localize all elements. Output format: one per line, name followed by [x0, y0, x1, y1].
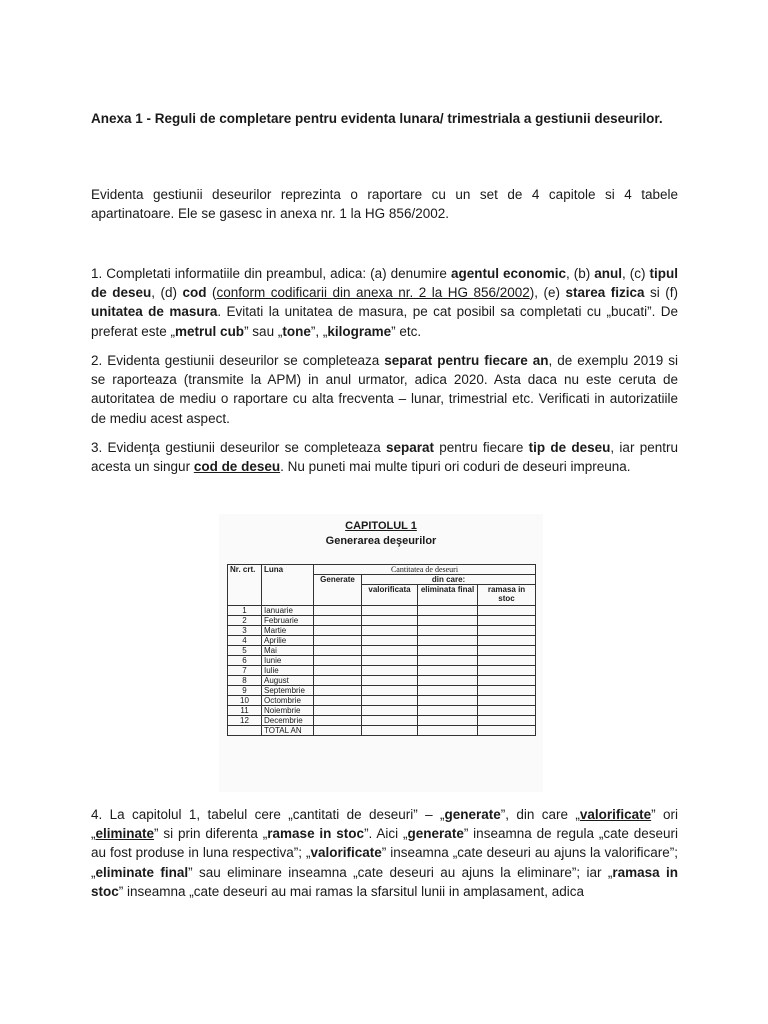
- header-generate: Generate: [314, 575, 362, 606]
- text-span: , (b): [565, 266, 595, 281]
- table-row: [228, 676, 536, 686]
- cell-empty: [478, 726, 536, 736]
- header-eliminata: eliminata final: [418, 585, 478, 606]
- text-span: . Evitati la unitatea de masura, pe cat posibil sa completati cu „bucati”. De preferat este „: [91, 304, 678, 339]
- cell-empty: [418, 706, 478, 716]
- bold-term: separat: [386, 440, 435, 455]
- text-span: , (c): [622, 266, 650, 281]
- cell-luna: Noiembrie: [262, 706, 314, 716]
- bold-underlined-term: valorificate: [579, 807, 652, 822]
- cell-empty: [362, 676, 418, 686]
- cell-empty: [314, 676, 362, 686]
- text-span: (: [206, 285, 217, 301]
- cell-luna: TOTAL AN: [262, 726, 314, 736]
- cell-empty: [478, 676, 536, 686]
- bold-term: starea fizica: [565, 285, 645, 301]
- cell-nr: 6: [228, 656, 262, 666]
- cell-empty: [314, 686, 362, 696]
- cell-empty: [478, 686, 536, 696]
- text-span: ”. Aici „: [364, 826, 408, 842]
- cell-empty: [362, 626, 418, 636]
- cell-empty: [418, 636, 478, 646]
- cell-nr: [228, 726, 262, 736]
- cell-empty: [362, 726, 418, 736]
- cell-empty: [362, 656, 418, 666]
- cell-luna: Iulie: [262, 666, 314, 676]
- cell-empty: [314, 606, 362, 616]
- cell-nr: 7: [228, 666, 262, 676]
- bold-term: ramase in stoc: [267, 826, 365, 842]
- cell-nr: 2: [228, 616, 262, 626]
- paragraph-2: [91, 351, 678, 428]
- cell-nr: 1: [228, 606, 262, 616]
- paragraph-3: [91, 438, 678, 476]
- table-row: [228, 616, 536, 626]
- cell-empty: [314, 706, 362, 716]
- cell-luna: Mai: [262, 646, 314, 656]
- text-span: . Nu puneti mai multe tipuri ori coduri de deseuri impreuna.: [280, 459, 631, 475]
- text-span: ” etc.: [391, 323, 422, 339]
- cell-empty: [418, 716, 478, 726]
- bold-term: generate: [444, 807, 501, 822]
- figure-subtitle: Generarea deşeurilor: [325, 535, 437, 547]
- cell-empty: [418, 686, 478, 696]
- text-span: ” ori „: [91, 807, 678, 842]
- text-span: pentru fiecare: [434, 440, 529, 455]
- cell-empty: [362, 636, 418, 646]
- cell-empty: [362, 696, 418, 706]
- cell-empty: [418, 606, 478, 616]
- table-row: [228, 626, 536, 636]
- cell-empty: [478, 666, 536, 676]
- cell-luna: Septembrie: [262, 686, 314, 696]
- cell-nr: 10: [228, 696, 262, 706]
- text-span: ), (e): [529, 285, 566, 301]
- cell-empty: [314, 626, 362, 636]
- bold-term: ramasa in stoc: [91, 864, 678, 899]
- cell-empty: [314, 636, 362, 646]
- header-din-care: din care:: [362, 575, 536, 585]
- cell-luna: Martie: [262, 626, 314, 636]
- bold-term: tip de deseu: [528, 440, 611, 455]
- cell-nr: 4: [228, 636, 262, 646]
- header-valorificata: valorificata: [362, 585, 418, 606]
- cell-empty: [314, 726, 362, 736]
- text-span: 4. La capitolul 1, tabelul cere „cantitati de deseuri” – „: [91, 807, 445, 822]
- annex-title: Anexa 1 - Reguli de completare pentru evidenta lunara/ trimestriala a gestiunii deseurilor.: [91, 111, 663, 126]
- header-ramasa: ramasa in stoc: [478, 585, 536, 606]
- text-span: 2. Evidenta gestiunii deseurilor se completeaza: [91, 353, 385, 368]
- text-span: ” inseamna de regula „cate deseuri au fost produse in luna respectiva”; „: [91, 826, 679, 861]
- cell-nr: 3: [228, 626, 262, 636]
- header-luna: Luna: [262, 565, 314, 606]
- header-row-1: [228, 565, 536, 575]
- cell-empty: [478, 636, 536, 646]
- text-span: ”, „: [310, 323, 328, 339]
- table-row: [228, 696, 536, 706]
- text-span: si (f): [644, 285, 678, 301]
- text-span: ” inseamna „cate deseuri au mai ramas la sfarsitul lunii in amplasament, adica: [118, 883, 584, 899]
- bold-term: generate: [407, 826, 464, 842]
- cell-nr: 9: [228, 686, 262, 696]
- text-span: ” inseamna „cate deseuri au ajuns la valorificare”; „: [91, 845, 678, 880]
- cell-empty: [418, 676, 478, 686]
- cell-empty: [314, 646, 362, 656]
- cell-empty: [418, 656, 478, 666]
- table-row: [228, 606, 536, 616]
- cell-empty: [418, 616, 478, 626]
- paragraph-1: [91, 264, 678, 341]
- header-cantitatea: Cantitatea de deseuri: [314, 565, 536, 575]
- text-span: ” sau „: [244, 323, 283, 339]
- bold-term: tone: [282, 323, 311, 339]
- cell-empty: [314, 656, 362, 666]
- bold-term: cod: [182, 285, 207, 301]
- text-span: 1. Completati informatiile din preambul, adica: (a) denumire: [91, 266, 451, 281]
- cell-empty: [362, 606, 418, 616]
- cell-empty: [314, 716, 362, 726]
- table-row: [228, 636, 536, 646]
- table-row: [228, 716, 536, 726]
- cell-empty: [478, 696, 536, 706]
- cell-empty: [478, 626, 536, 636]
- cell-nr: 8: [228, 676, 262, 686]
- table-row: [228, 666, 536, 676]
- cell-empty: [362, 616, 418, 626]
- cell-empty: [418, 726, 478, 736]
- text-span: ” sau eliminare inseamna „cate deseuri au ajuns la eliminare”; iar „: [188, 864, 613, 880]
- bold-term: kilograme: [327, 323, 392, 339]
- paragraph-4: [91, 805, 678, 901]
- bold-term: eliminate final: [95, 864, 189, 880]
- header-nr: Nr. crt.: [228, 565, 262, 606]
- table-row: [228, 646, 536, 656]
- figure-title-text: CAPITOLUL 1: [345, 520, 417, 532]
- cell-luna: Decembrie: [262, 716, 314, 726]
- cell-luna: Aprilie: [262, 636, 314, 646]
- bold-underlined-term: cod de deseu: [193, 459, 281, 475]
- text-span: 3. Evidenţa gestiunii deseurilor se completeaza: [91, 440, 386, 455]
- intro-paragraph: Evidenta gestiunii deseurilor reprezinta o raportare cu un set de 4 capitole si 4 tabele apartinatoare. Ele se gasesc in anexa nr. 1 la HG 856/2002.: [91, 187, 678, 222]
- cell-empty: [314, 666, 362, 676]
- cell-empty: [362, 646, 418, 656]
- bold-term: agentul economic: [450, 266, 566, 281]
- cell-empty: [478, 706, 536, 716]
- cell-empty: [478, 616, 536, 626]
- cell-empty: [418, 626, 478, 636]
- text-span: ”, din care „: [500, 807, 580, 822]
- table-row: [228, 656, 536, 666]
- cell-luna: Ianuarie: [262, 606, 314, 616]
- cell-luna: Iunie: [262, 656, 314, 666]
- cell-luna: Februarie: [262, 616, 314, 626]
- cell-empty: [362, 706, 418, 716]
- cell-empty: [418, 696, 478, 706]
- table-row: [228, 706, 536, 716]
- chapter-1-table-figure: [219, 514, 543, 792]
- text-span: , de exemplu 2019 si se raporteaza (transmite la APM) in anul urmator, adica 2020. Asta daca nu este ceruta de autoritatea de mediu o raportare cu alta frecventa – lunar, trimestrial etc. Verificati in autorizatiile de mediu acest aspect.: [91, 353, 678, 426]
- cell-empty: [314, 616, 362, 626]
- cell-empty: [418, 646, 478, 656]
- table-row: [228, 686, 536, 696]
- cell-nr: 5: [228, 646, 262, 656]
- cell-empty: [362, 686, 418, 696]
- bold-term: metrul cub: [175, 323, 245, 339]
- cell-empty: [362, 666, 418, 676]
- cell-empty: [478, 656, 536, 666]
- bold-underlined-term: eliminate: [95, 826, 155, 842]
- text-span: , (d): [151, 285, 183, 301]
- bold-term: unitatea de masura: [91, 304, 218, 320]
- text-span: ” si prin diferenta „: [154, 826, 268, 842]
- cell-nr: 11: [228, 706, 262, 716]
- cell-empty: [478, 606, 536, 616]
- table-body: [228, 565, 536, 736]
- table-row: [228, 726, 536, 736]
- cell-empty: [478, 716, 536, 726]
- underlined-reference: conform codificarii din anexa nr. 2 la HG 856/2002: [216, 285, 530, 301]
- figure-title: [219, 520, 543, 533]
- cell-empty: [314, 696, 362, 706]
- bold-term: valorificate: [310, 845, 382, 861]
- bold-term: anul: [594, 266, 622, 281]
- cell-empty: [362, 716, 418, 726]
- cell-nr: 12: [228, 716, 262, 726]
- cell-empty: [418, 666, 478, 676]
- cell-luna: August: [262, 676, 314, 686]
- cell-luna: Octombrie: [262, 696, 314, 706]
- bold-term: separat pentru fiecare an: [384, 353, 549, 368]
- cell-empty: [478, 646, 536, 656]
- waste-generation-table: [227, 564, 536, 736]
- bold-term: tipul de deseu: [91, 266, 678, 301]
- text-span: , iar pentru acesta un singur: [91, 440, 678, 475]
